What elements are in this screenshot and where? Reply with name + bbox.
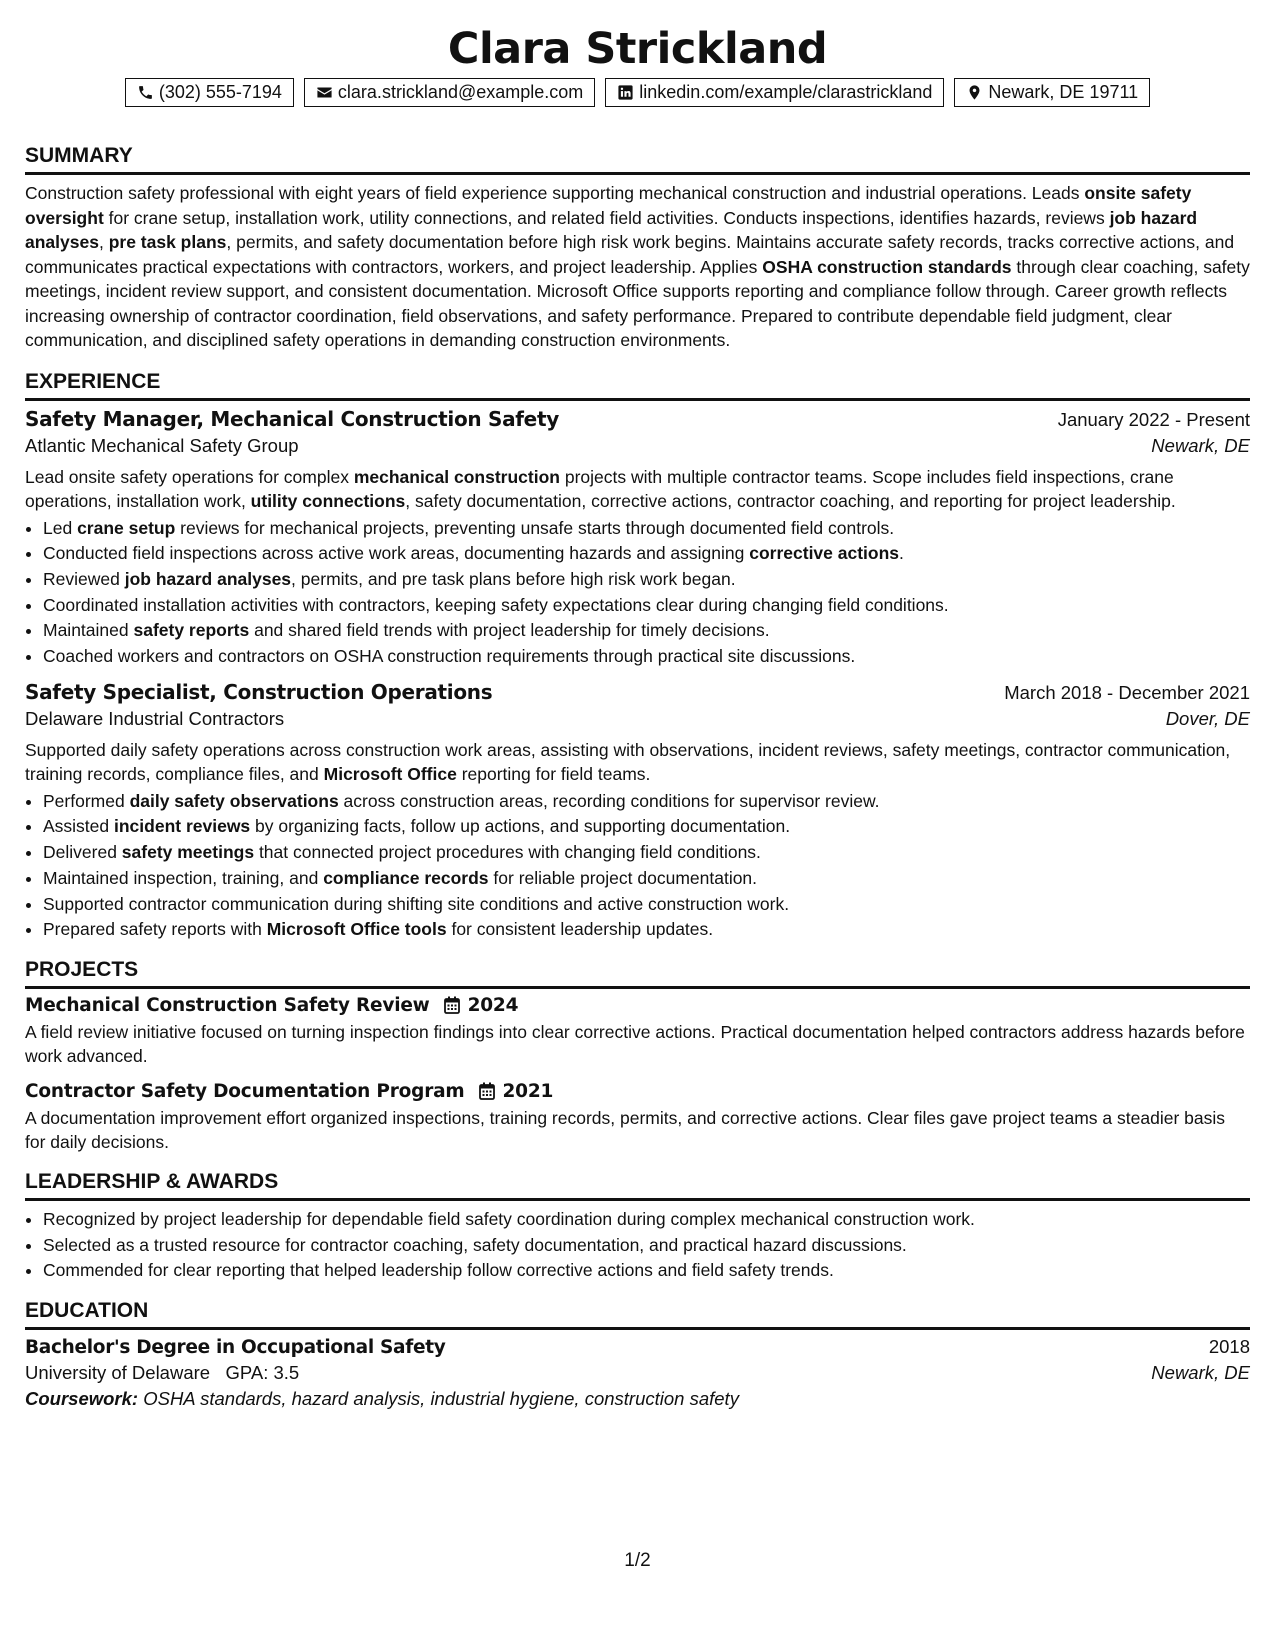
list-item: • Conducted field inspections across active work areas, documenting hazards and assigning corrective actions.	[43, 541, 1250, 567]
projects-heading: PROJECTS	[25, 957, 1250, 989]
contact-bar	[25, 78, 1250, 107]
experience-section	[25, 369, 1250, 943]
school: University of Delaware	[25, 1362, 211, 1384]
project-year: 2021	[502, 1080, 554, 1102]
coursework-list: OSHA standards, hazard analysis, industrial hygiene, construction safety	[143, 1388, 739, 1410]
job-location: Dover, DE	[1165, 707, 1250, 729]
summary-heading: SUMMARY	[25, 143, 1250, 175]
contact-phone-text: (302) 555-7194	[158, 82, 282, 102]
job-title: Safety Specialist, Construction Operations	[25, 679, 493, 704]
leadership-list	[25, 1207, 1250, 1284]
map-marker-icon	[966, 84, 983, 101]
list-item: • Maintained inspection, training, and compliance records for reliable project documentation.	[43, 866, 1250, 892]
linkedin-icon	[617, 84, 634, 101]
list-item: • Performed daily safety observations across construction areas, recording conditions for supervisor review.	[43, 789, 1250, 815]
job-description: Supported daily safety operations across construction work areas, assisting with observations, incident reviews, safety meetings, contractor communication, training records, compliance files, and Microsoft Office reporting for field teams.	[25, 739, 1231, 785]
list-item: • Assisted incident reviews by organizing facts, follow up actions, and supporting documentation.	[43, 814, 1250, 840]
school-location: Newark, DE	[1151, 1362, 1250, 1384]
job-entry	[25, 407, 1250, 670]
leadership-section	[25, 1169, 1250, 1284]
coursework-label: Coursework:	[25, 1388, 139, 1410]
contact-phone	[125, 78, 294, 107]
job-dates: January 2022 - Present	[1057, 408, 1250, 430]
list-item: • Supported contractor communication during shifting site conditions and active construction work.	[43, 892, 1250, 918]
list-item: • Led crane setup reviews for mechanical projects, preventing unsafe starts through documented field controls.	[43, 516, 1250, 542]
job-location: Newark, DE	[1151, 434, 1250, 456]
education-heading: EDUCATION	[25, 1298, 1250, 1330]
job-bullets	[25, 516, 1250, 670]
list-item: • Reviewed job hazard analyses, permits, and pre task plans before high risk work began.	[43, 567, 1250, 593]
list-item: • Delivered safety meetings that connected project procedures with changing field conditions.	[43, 840, 1250, 866]
coursework	[25, 1388, 1250, 1410]
phone-icon	[137, 84, 154, 101]
list-item: • Selected as a trusted resource for contractor coaching, safety documentation, and practical hazard discussions.	[43, 1233, 1250, 1259]
gpa: GPA: 3.5	[225, 1362, 300, 1384]
list-item: • Coordinated installation activities with contractors, keeping safety expectations clear during changing field conditions.	[43, 593, 1250, 619]
education-section	[25, 1298, 1250, 1410]
list-item: • Commended for clear reporting that helped leadership follow corrective actions and field safety trends.	[43, 1258, 1250, 1284]
list-item: • Prepared safety reports with Microsoft Office tools for consistent leadership updates.	[43, 917, 1250, 943]
envelope-icon	[316, 84, 333, 101]
list-item: • Recognized by project leadership for dependable field safety coordination during complex mechanical construction work.	[43, 1207, 1250, 1233]
contact-location	[954, 78, 1150, 107]
list-item: • Maintained safety reports and shared field trends with project leadership for timely decisions.	[43, 618, 1250, 644]
graduation-year: 2018	[1208, 1336, 1250, 1358]
contact-email[interactable]	[304, 78, 595, 107]
project-year: 2024	[467, 994, 519, 1016]
job-description: Lead onsite safety operations for complex mechanical construction projects with multiple contractor teams. Scope includes field inspections, crane operations, installation work, utility connections, safety documentation, corrective actions, contractor coaching, and reporting for project leadership.	[25, 466, 1176, 511]
job-company: Delaware Industrial Contractors	[25, 707, 285, 729]
job-bullets	[25, 789, 1250, 943]
project-description: A field review initiative focused on turning inspection findings into clear corrective actions. Practical documentation helped contractors address hazards before work advanced.	[25, 1021, 1245, 1067]
calendar-icon	[479, 1082, 495, 1100]
contact-email-text[interactable]: clara.strickland@example.com	[337, 82, 584, 102]
experience-heading: EXPERIENCE	[25, 369, 1250, 401]
summary-section	[25, 143, 1250, 353]
job-company: Atlantic Mechanical Safety Group	[25, 434, 299, 456]
summary-text: Construction safety professional with eight years of field experience supporting mechanical construction and industrial operations. Leads onsite safety oversight for crane setup, installation work, utility connections, and related field activities. Conducts inspections, identifies hazards, reviews job hazard analyses, pre task plans, permits, and safety documentation before high risk work begins. Maintains accurate safety records, tracks corrective actions, and communicates practical expectations with contractors, workers, and project leadership. Applies OSHA construction standards through clear coaching, safety meetings, incident review support, and consistent documentation. Microsoft Office supports reporting and compliance follow through. Career growth reflects increasing ownership of contractor coordination, field observations, and safety performance. Prepared to contribute dependable field judgment, clear communication, and disciplined safety operations in demanding construction environments.	[25, 183, 1250, 350]
resume-page	[25, 20, 1250, 1410]
project-name: Contractor Safety Documentation Program	[25, 1080, 465, 1102]
contact-location-text: Newark, DE 19711	[988, 82, 1139, 102]
job-title: Safety Manager, Mechanical Construction Safety	[25, 406, 559, 431]
contact-linkedin-text[interactable]: linkedin.com/example/clarastrickland	[639, 82, 933, 102]
job-dates: March 2018 - December 2021	[1004, 681, 1250, 703]
candidate-name: Clara Strickland	[447, 24, 828, 74]
leadership-heading: LEADERSHIP & AWARDS	[25, 1169, 1250, 1201]
project-description: A documentation improvement effort organized inspections, training records, permits, and corrective actions. Clear files gave project teams a steadier basis for daily decisions.	[25, 1107, 1225, 1153]
project-name: Mechanical Construction Safety Review	[25, 994, 430, 1016]
degree: Bachelor's Degree in Occupational Safety	[25, 1337, 446, 1359]
projects-section	[25, 957, 1250, 1155]
project-entry	[25, 995, 1250, 1069]
job-entry	[25, 680, 1250, 943]
calendar-icon	[444, 996, 460, 1014]
list-item: • Coached workers and contractors on OSHA construction requirements through practical site discussions.	[43, 644, 1250, 670]
project-entry	[25, 1081, 1250, 1155]
page-number: 1/2	[624, 1550, 651, 1571]
contact-linkedin[interactable]	[605, 78, 944, 107]
